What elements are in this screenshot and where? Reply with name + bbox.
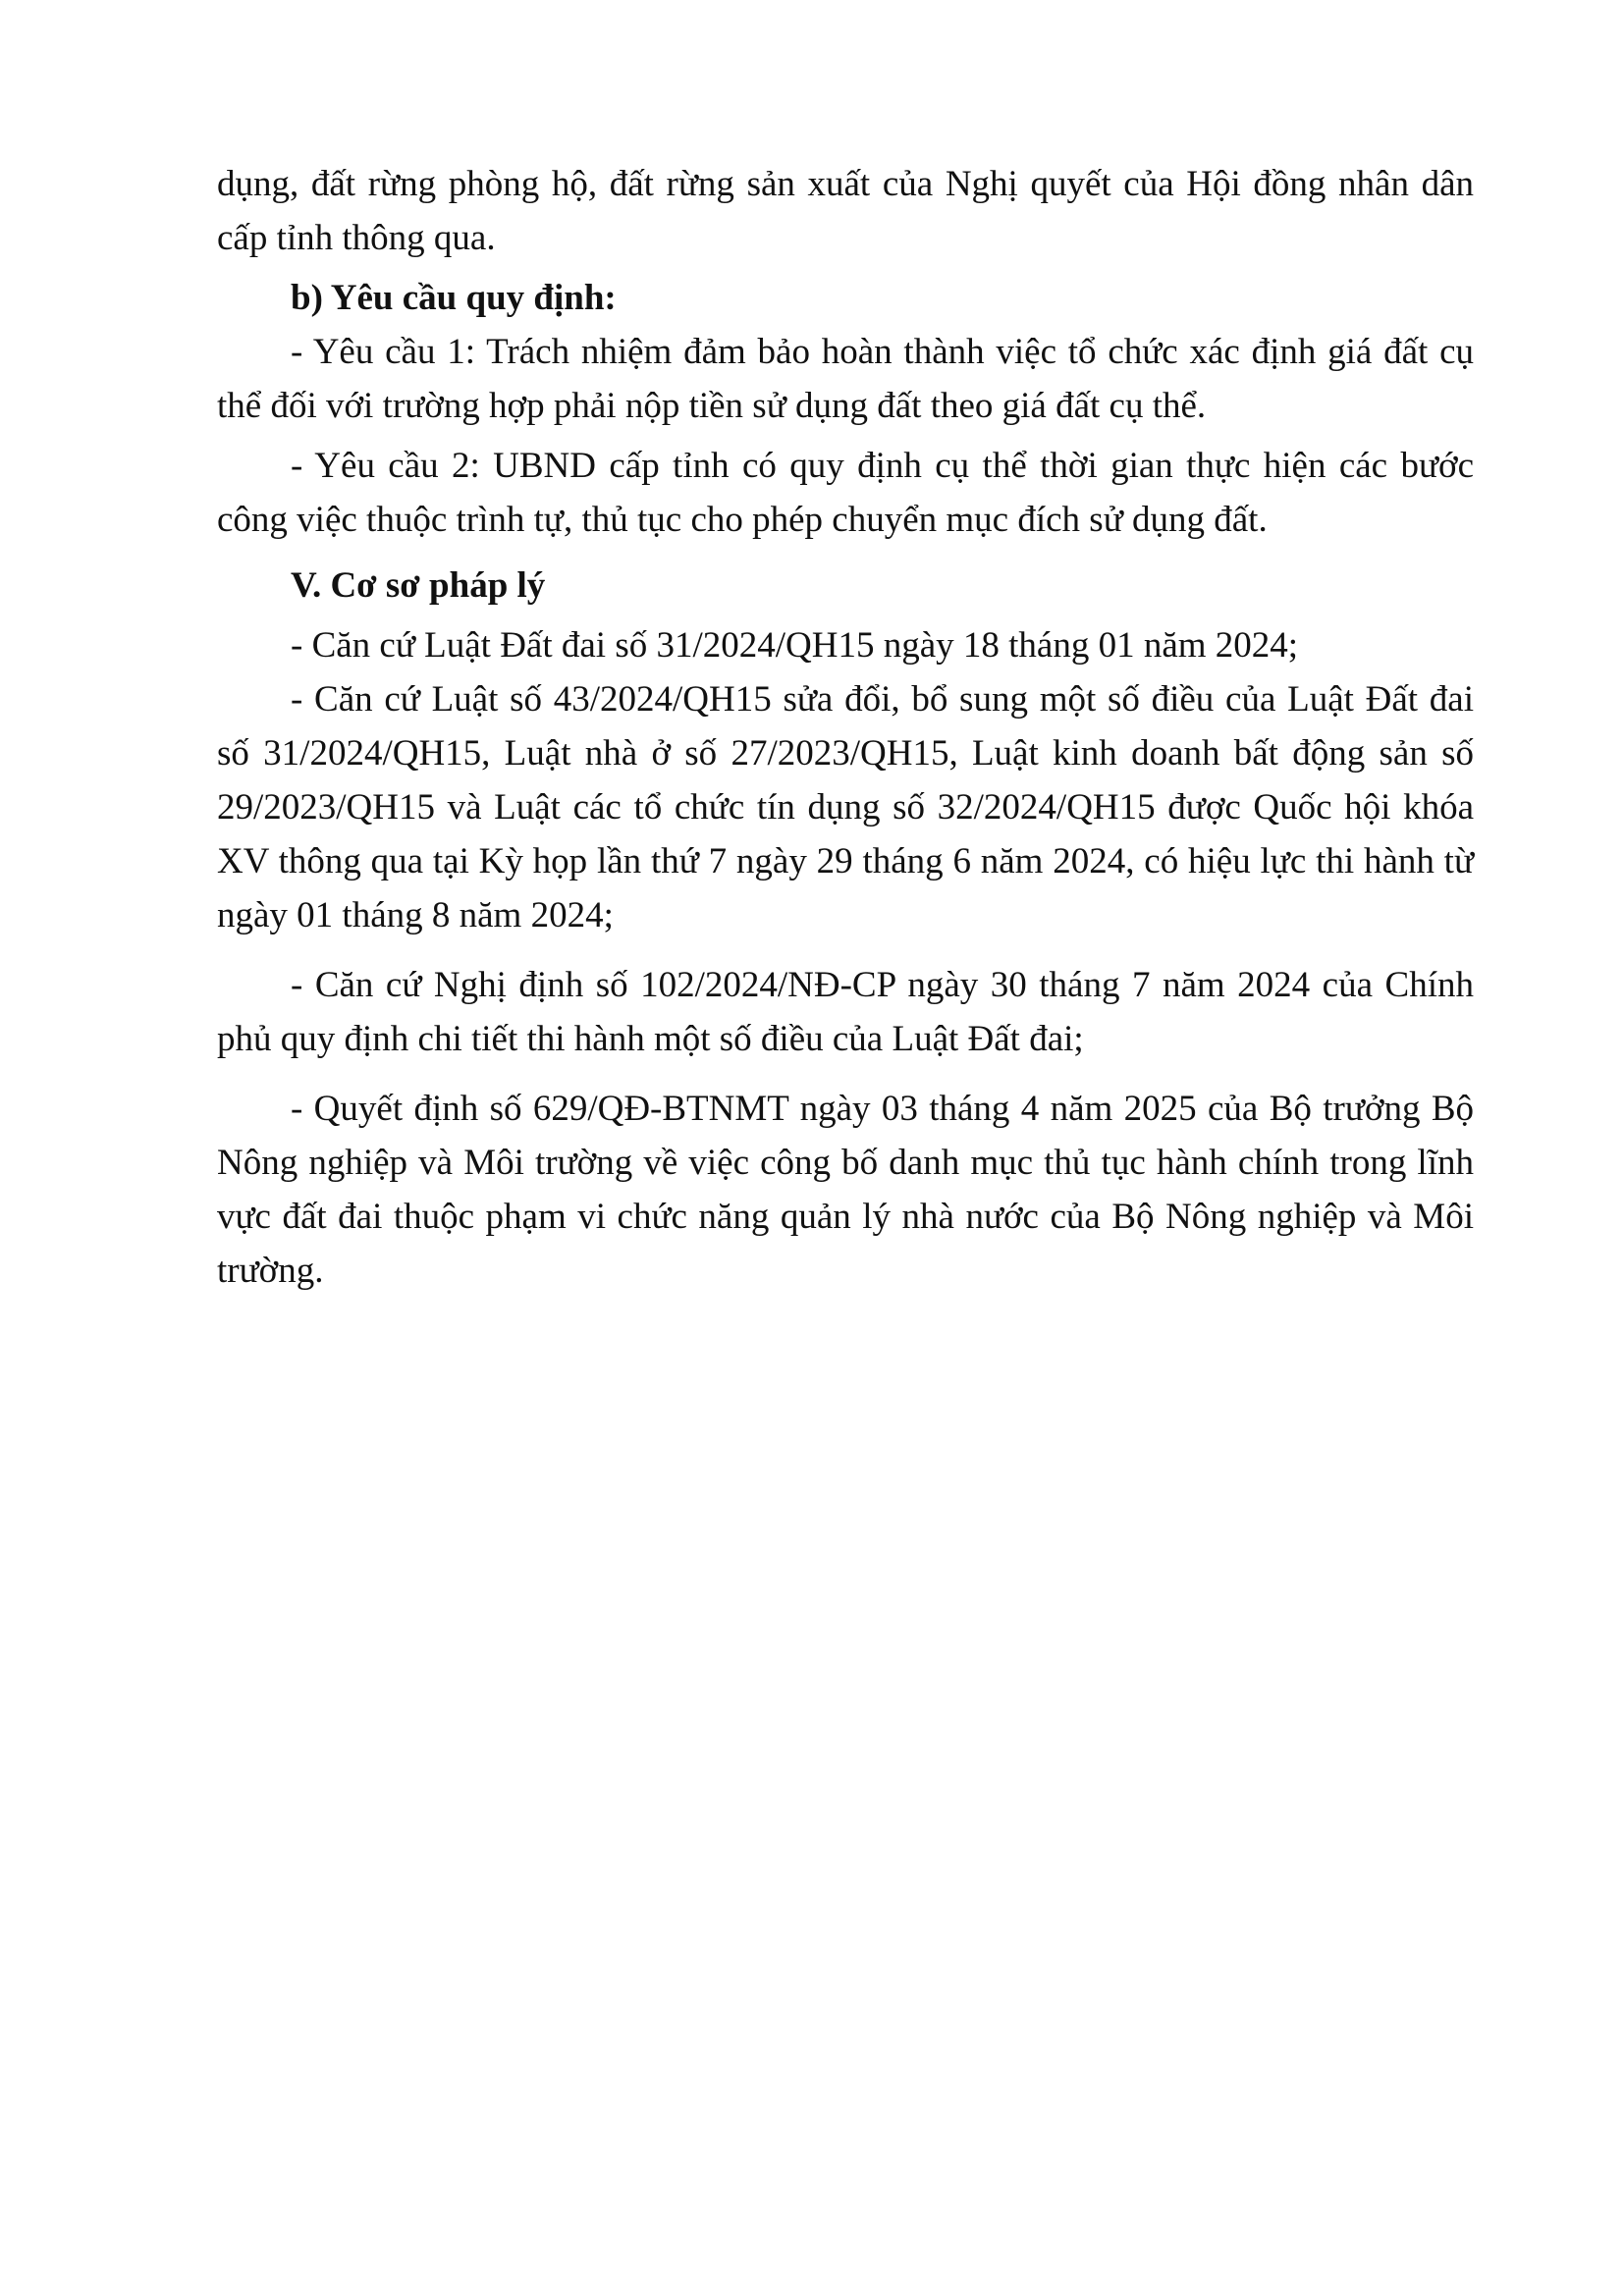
legal-basis-item-1: - Căn cứ Luật Đất đai số 31/2024/QH15 ngày 18 tháng 01 năm 2024; xyxy=(291,625,1299,666)
section-v-heading: V. Cơ sơ pháp lý xyxy=(291,565,546,606)
document-body xyxy=(217,157,1474,1298)
requirement-2: - Yêu cầu 2: UBND cấp tỉnh có quy định cụ thể thời gian thực hiện các bước công việc thuộc trình tự, thủ tục cho phép chuyển mục đích sử dụng đất. xyxy=(217,446,1474,540)
legal-basis-item-3: - Căn cứ Nghị định số 102/2024/NĐ-CP ngày 30 tháng 7 năm 2024 của Chính phủ quy định chi tiết thi hành một số điều của Luật Đất đai; xyxy=(217,965,1474,1059)
legal-basis-item-4: - Quyết định số 629/QĐ-BTNMT ngày 03 tháng 4 năm 2025 của Bộ trưởng Bộ Nông nghiệp và Môi trường về việc công bố danh mục thủ tục hành chính trong lĩnh vực đất đai thuộc phạm vi chức năng quản lý nhà nước của Bộ Nông nghiệp và Môi trường. xyxy=(217,1089,1474,1291)
requirement-1: - Yêu cầu 1: Trách nhiệm đảm bảo hoàn thành việc tổ chức xác định giá đất cụ thể đối với trường hợp phải nộp tiền sử dụng đất theo giá đất cụ thể. xyxy=(217,332,1474,426)
intro-paragraph: dụng, đất rừng phòng hộ, đất rừng sản xuất của Nghị quyết của Hội đồng nhân dân cấp tỉnh thông qua. xyxy=(217,164,1474,258)
section-b-heading: b) Yêu cầu quy định: xyxy=(291,278,617,318)
legal-basis-item-2: - Căn cứ Luật số 43/2024/QH15 sửa đổi, bổ sung một số điều của Luật Đất đai số 31/2024/QH15, Luật nhà ở số 27/2023/QH15, Luật kinh doanh bất động sản số 29/2023/QH15 và Luật các tổ chức tín dụng số 32/2024/QH15 được Quốc hội khóa XV thông qua tại Kỳ họp lần thứ 7 ngày 29 tháng 6 năm 2024, có hiệu lực thi hành từ ngày 01 tháng 8 năm 2024; xyxy=(217,679,1474,935)
